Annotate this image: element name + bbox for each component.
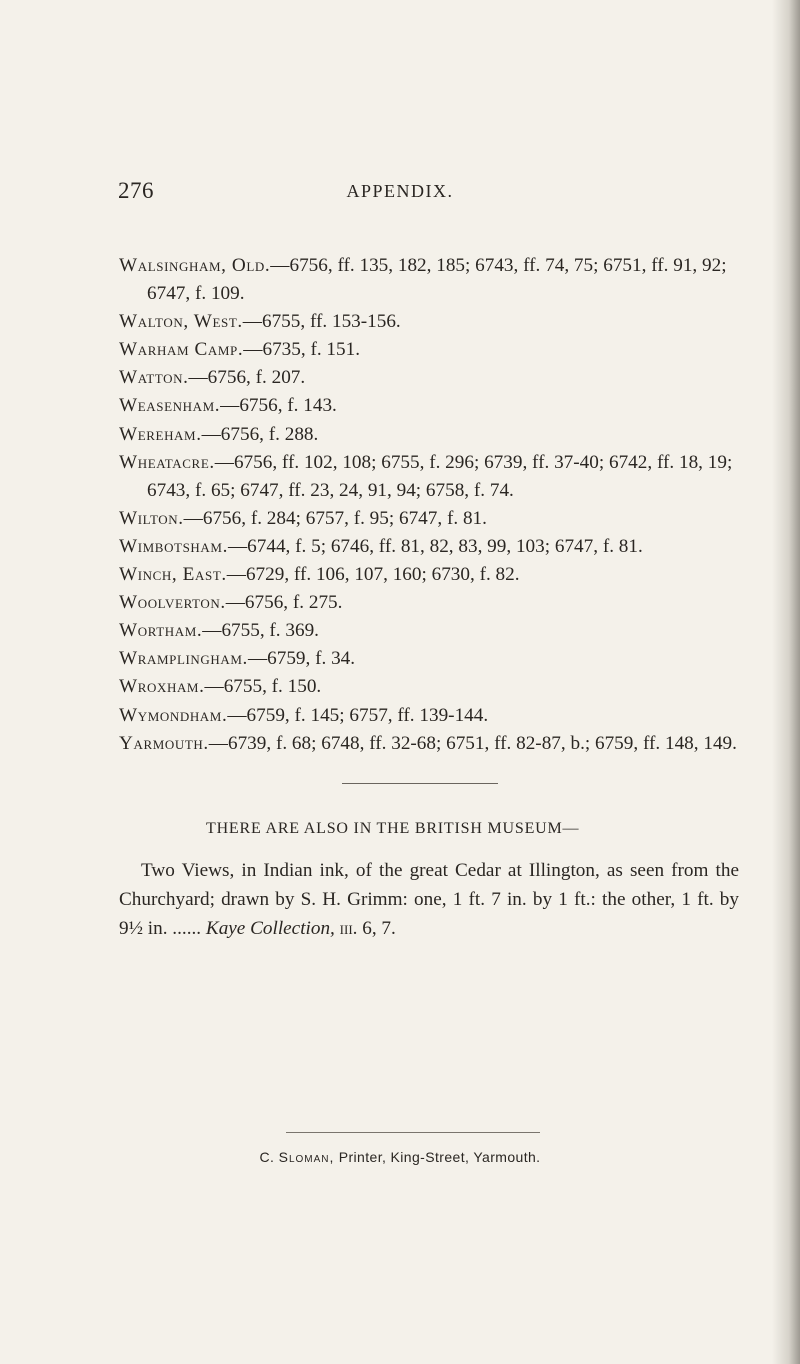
entry-references: —6729, ff. 106, 107, 160; 6730, f. 82. bbox=[226, 564, 520, 586]
section-divider bbox=[342, 783, 498, 784]
appendix-entry bbox=[119, 252, 739, 308]
museum-heading: THERE ARE ALSO IN THE BRITISH MUSEUM— bbox=[206, 820, 580, 837]
entry-place: Walton, West. bbox=[119, 311, 243, 333]
appendix-entry bbox=[119, 505, 739, 533]
printer-imprint bbox=[0, 1149, 800, 1165]
entry-place: Wroxham. bbox=[119, 676, 205, 698]
appendix-entry bbox=[119, 702, 739, 730]
appendix-entry bbox=[119, 617, 739, 645]
running-head: APPENDIX. bbox=[346, 181, 454, 201]
entry-references: —6739, f. 68; 6748, ff. 32-68; 6751, ff. 82-87, b.; 6759, ff. 148, 149. bbox=[208, 732, 737, 754]
appendix-entry bbox=[119, 533, 739, 561]
imprint-divider bbox=[286, 1132, 540, 1133]
entry-references: —6756, ff. 135, 182, 185; 6743, ff. 74, 75; 6751, ff. 91, 92; 6747, f. 109. bbox=[147, 255, 727, 305]
appendix-entry bbox=[119, 645, 739, 673]
entry-place: Wereham. bbox=[119, 423, 202, 445]
entry-references: —6756, ff. 102, 108; 6755, f. 296; 6739, ff. 37-40; 6742, ff. 18, 19; 6743, f. 65; 6747, ff. 23, 24, 91, 94; 6758, f. 74. bbox=[147, 451, 733, 501]
entry-place: Wilton. bbox=[119, 507, 184, 529]
entry-references: —6756, f. 288. bbox=[201, 423, 319, 445]
appendix-entry bbox=[119, 364, 739, 392]
entry-references: —6755, ff. 153-156. bbox=[242, 311, 401, 333]
entry-place: Wymondham. bbox=[119, 704, 228, 726]
entry-place: Walsingham, Old. bbox=[119, 255, 271, 276]
entry-references: —6756, f. 207. bbox=[188, 367, 306, 389]
entry-references: —6755, f. 150. bbox=[204, 676, 322, 698]
entry-place: Winch, East. bbox=[119, 564, 227, 586]
entry-references: —6756, f. 143. bbox=[220, 395, 337, 417]
entry-references: —6735, f. 151. bbox=[243, 339, 360, 361]
appendix-entry bbox=[119, 561, 739, 589]
entry-place: Wimbotsham. bbox=[119, 535, 228, 557]
entry-place: Warham Camp. bbox=[119, 339, 244, 361]
entry-references: —6755, f. 369. bbox=[202, 620, 319, 642]
imprint-printer-name: Sloman, bbox=[278, 1149, 335, 1165]
entry-place: Woolverton. bbox=[119, 592, 226, 614]
museum-reference-title: Kaye Collection, bbox=[205, 918, 335, 939]
imprint-initial: C. bbox=[259, 1149, 275, 1165]
entry-place: Weasenham. bbox=[119, 395, 221, 417]
appendix-entry-list bbox=[119, 252, 739, 758]
appendix-entry bbox=[119, 589, 739, 617]
appendix-entry bbox=[119, 673, 739, 701]
appendix-entry bbox=[119, 308, 739, 336]
appendix-entry bbox=[119, 730, 739, 758]
appendix-entry bbox=[119, 449, 739, 505]
entry-references: —6759, f. 145; 6757, ff. 139-144. bbox=[227, 704, 489, 726]
museum-reference-volume: iii. 6, 7. bbox=[339, 918, 396, 939]
entry-place: Yarmouth. bbox=[119, 732, 209, 754]
appendix-entry bbox=[119, 336, 739, 364]
museum-paragraph bbox=[119, 856, 739, 943]
entry-place: Wheatacre. bbox=[119, 451, 215, 473]
entry-place: Wramplingham. bbox=[119, 648, 248, 670]
museum-text: Two Views, in Indian ink, of the great Cedar at Illington, as seen from the Churchyard; drawn by S. H. Grimm: one, 1 ft. 7 in. by 1 ft.: the other, 1 ft. by 9½ in. ...... bbox=[119, 860, 739, 939]
appendix-entry bbox=[119, 421, 739, 449]
imprint-rest: Printer, King-Street, Yarmouth. bbox=[338, 1149, 541, 1165]
entry-references: —6756, f. 275. bbox=[225, 592, 343, 614]
page-number: 276 bbox=[118, 178, 154, 203]
appendix-entry bbox=[119, 392, 739, 420]
entry-place: Watton. bbox=[119, 367, 189, 389]
entry-references: —6756, f. 284; 6757, f. 95; 6747, f. 81. bbox=[183, 507, 487, 529]
entry-place: Wortham. bbox=[119, 620, 203, 642]
entry-references: —6744, f. 5; 6746, ff. 81, 82, 83, 99, 103; 6747, f. 81. bbox=[227, 535, 643, 557]
entry-references: —6759, f. 34. bbox=[247, 648, 356, 670]
